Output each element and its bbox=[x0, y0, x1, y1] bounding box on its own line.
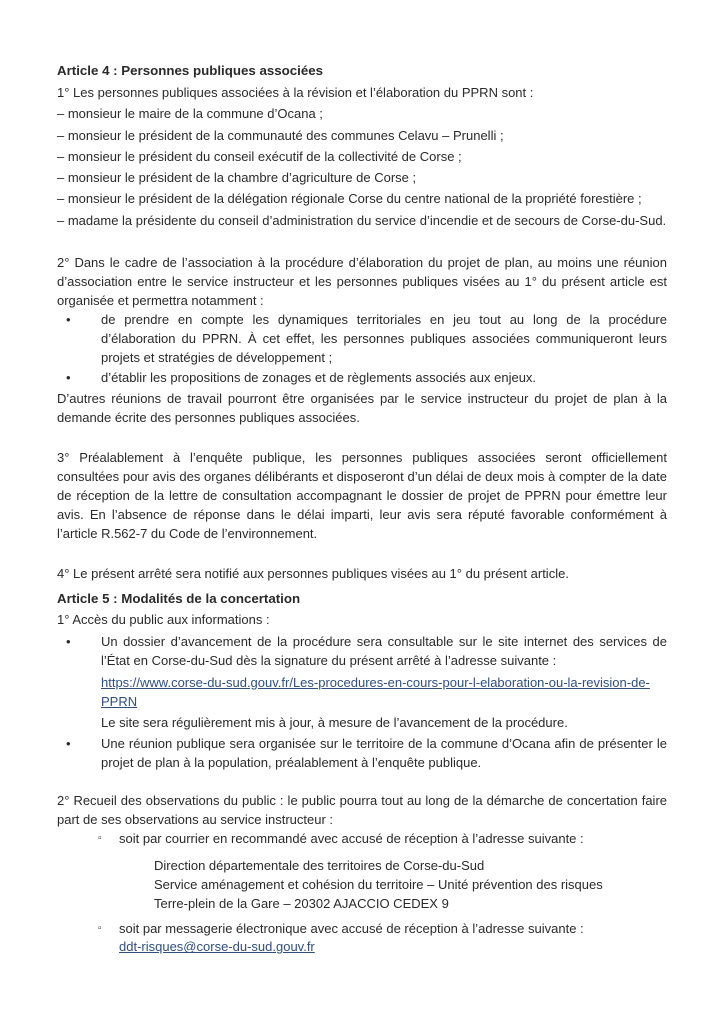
article-4-p4: 4° Le présent arrêté sera notifié aux personnes publiques visées au 1° du présent article. bbox=[57, 565, 569, 581]
article-4-p3: 3° Préalablement à l’enquête publique, les personnes publiques associées seront officiellement consultées pour avis des organes délibérants et disposeront d’un délai de deux mois à compter de la date de réception de la lettre de consultation accompagnant le dossier de projet de PPRN pour émettre leur avis. En l’absence de réponse dans le délai imparti, leur avis sera réputé favorable conformément à l’article R.562-7 du Code de l’environnement. bbox=[57, 450, 667, 541]
procedure-website-link[interactable]: https://www.corse-du-sud.gouv.fr/Les-procedures-en-cours-pour-l-elaboration-ou-la-revision-de-PPRN bbox=[101, 674, 650, 709]
bullet-icon: • bbox=[66, 311, 71, 327]
article-5-p2-list bbox=[57, 830, 667, 957]
article-5-p1-list bbox=[57, 633, 667, 773]
hollow-bullet-icon: ▫ bbox=[98, 922, 102, 934]
list-item-text: d’établir les propositions de zonages et de règlements associés aux enjeux. bbox=[101, 370, 537, 386]
article-4-p2-list bbox=[57, 311, 667, 389]
member-item: – monsieur le président de la délégation régionale Corse du centre national de la propriété forestière ; bbox=[57, 191, 642, 207]
member-item: – madame la présidente du conseil d’administration du service d’incendie et de secours de Corse-du-Sud. bbox=[57, 212, 667, 228]
list-item bbox=[57, 311, 667, 368]
bullet-icon: • bbox=[66, 736, 71, 752]
address-line: Terre-plein de la Gare – 20302 AJACCIO CEDEX 9 bbox=[154, 895, 449, 911]
member-item: – monsieur le président de la chambre d’agriculture de Corse ; bbox=[57, 170, 417, 186]
article-5-heading: Article 5 : Modalités de la concertation bbox=[57, 590, 301, 606]
document-page bbox=[57, 62, 667, 960]
list-item bbox=[57, 369, 667, 388]
article-4-p1-intro: 1° Les personnes publiques associées à la révision et l’élaboration du PPRN sont : bbox=[57, 84, 534, 100]
list-item bbox=[57, 735, 667, 773]
hollow-bullet-icon: ▫ bbox=[98, 832, 102, 844]
address-line: Service aménagement et cohésion du territoire – Unité prévention des risques bbox=[154, 876, 603, 892]
address-line: Direction départementale des territoires de Corse-du-Sud bbox=[154, 857, 485, 873]
list-item-text: de prendre en compte les dynamiques territoriales en jeu tout au long de la procédure d’élaboration du PPRN. À cet effet, les personnes publiques associées communiqueront leurs projets et stratégies de développement ; bbox=[101, 311, 667, 365]
member-item: – monsieur le maire de la commune d’Ocana ; bbox=[57, 106, 323, 122]
member-item: – monsieur le président de la communauté des communes Celavu – Prunelli ; bbox=[57, 127, 504, 143]
list-item-note: Le site sera régulièrement mis à jour, à mesure de l’avancement de la procédure. bbox=[101, 715, 568, 731]
article-4-p2-intro: 2° Dans le cadre de l’association à la procédure d’élaboration du projet de plan, au moins une réunion d’association entre le service instructeur et les personnes publiques visées au 1° du présent article est organisée et permettra notamment : bbox=[57, 254, 667, 308]
email-link[interactable]: ddt-risques@corse-du-sud.gouv.fr bbox=[119, 939, 315, 955]
article-5-p2-intro: 2° Recueil des observations du public : le public pourra tout au long de la démarche de concertation faire part de ses observations au service instructeur : bbox=[57, 793, 667, 828]
article-4-heading: Article 4 : Personnes publiques associées bbox=[57, 63, 324, 78]
list-item-text: soit par courrier en recommandé avec accusé de réception à l’adresse suivante : bbox=[119, 830, 584, 846]
list-item bbox=[57, 633, 667, 734]
bullet-icon: • bbox=[66, 633, 71, 649]
article-5-p1-intro: 1° Accès du public aux informations : bbox=[57, 612, 270, 628]
list-item-text: Un dossier d’avancement de la procédure sera consultable sur le site internet des services de l’État en Corse-du-Sud dès la signature du présent arrêté à l’adresse suivante : bbox=[101, 633, 667, 668]
list-item-text: Une réunion publique sera organisée sur le territoire de la commune d’Ocana afin de présenter le projet de plan à la population, préalablement à l’enquête publique. bbox=[101, 736, 667, 771]
bullet-icon: • bbox=[66, 370, 71, 386]
member-item: – monsieur le président du conseil exécutif de la collectivité de Corse ; bbox=[57, 148, 462, 164]
postal-address bbox=[119, 857, 667, 914]
article-4-p2-after: D’autres réunions de travail pourront être organisées par le service instructeur du projet de plan à la demande écrite des personnes publiques associées. bbox=[57, 391, 667, 426]
list-item bbox=[57, 920, 667, 958]
list-item-text: soit par messagerie électronique avec accusé de réception à l’adresse suivante : bbox=[119, 920, 584, 936]
list-item bbox=[57, 830, 667, 914]
